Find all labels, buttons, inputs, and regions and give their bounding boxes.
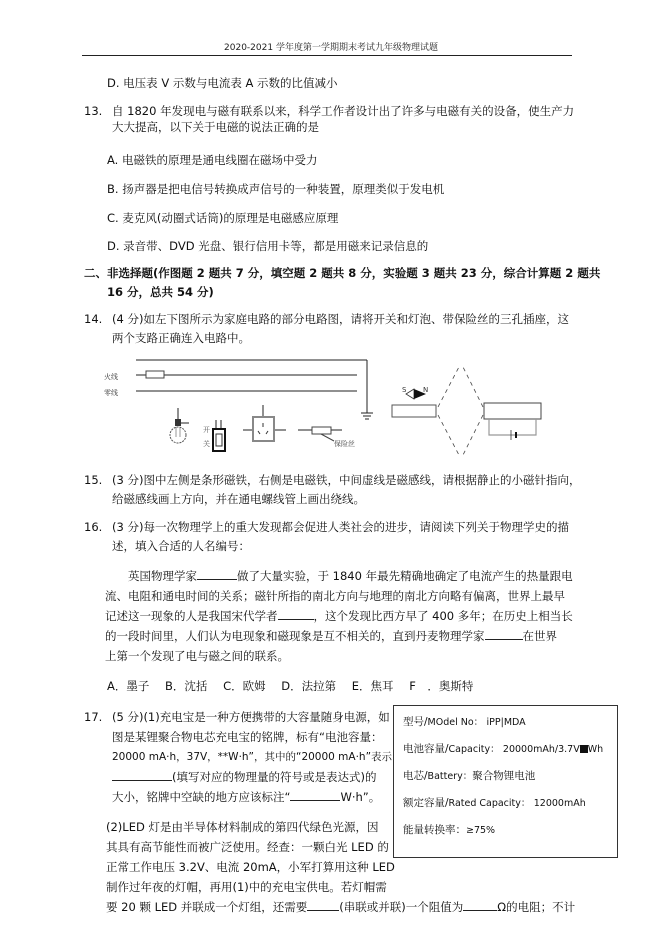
spec-value: iPP|MDA [486, 717, 526, 728]
paragraph-line: 流、电阻和通电时间的关系；磁针所指的南北方向与地理的南北方向略有偏离，世界上最早 [105, 589, 565, 603]
spec-value: 聚合物锂电池 [472, 770, 536, 782]
text-segment: 做了大量实验，于 1840 年最先精确地确定了电流产生的热量跟电 [237, 569, 573, 583]
answer-blank-3[interactable] [485, 628, 523, 640]
q16-paragraph [105, 566, 573, 666]
paragraph-line: 上第一个发现了电与磁之间的联系。 [105, 649, 289, 663]
switch-label: 开 [203, 426, 210, 434]
question-text-line: 述，填入合适的人名编号： [112, 539, 250, 553]
answer-blank-2[interactable] [278, 608, 314, 620]
question-number: 13. [84, 104, 103, 118]
page-header-title: 2020-2021 学年度第一学期期末考试九年级物理试题 [224, 43, 438, 53]
question-text-line: (2)LED 灯是由半导体材料制成的第四代绿色光源，因 [106, 820, 379, 834]
question-text-line: 给磁感线画上方向，并在通电螺线管上画出绕线。 [112, 492, 365, 506]
text-segment: (填写对应的物理量的符号或是表达式)的 [172, 770, 377, 784]
q13-option-b [107, 181, 444, 197]
name-option-c: C．欧姆 [223, 679, 266, 693]
name-option-a: A．墨子 [107, 679, 150, 693]
battery-circuit [489, 419, 536, 440]
option-label: B. [107, 182, 119, 196]
household-circuit-diagram [90, 355, 390, 455]
question-number: 14. [84, 312, 103, 326]
text-segment: 英国物理学家 [128, 569, 197, 583]
section-heading-line: 16 分，总共 54 分) [107, 285, 214, 299]
option-label: D. [107, 76, 120, 90]
magnetic-field-diagram [390, 355, 590, 465]
question-text-line: 自 1820 年发现电与磁有联系以来，科学工作者设计出了许多与电磁有关的设备，使生产力 [112, 104, 575, 118]
question-number: 17. [84, 710, 103, 724]
spec-value: 20000mAh/3.7V [502, 744, 580, 755]
question-16 [84, 518, 569, 556]
compass-north-label: N [423, 386, 429, 394]
spec-value: ≥75% [466, 825, 496, 836]
name-option-f: F ．奥斯特 [409, 679, 474, 693]
answer-blank-resistance[interactable] [463, 899, 497, 911]
option-text: 电磁铁的原理是通电线圈在磁场中受力 [121, 153, 318, 167]
spec-label-en: Rated Capacity： [448, 798, 531, 809]
spec-label: 额定容量/ [403, 797, 449, 809]
answer-blank-quantity[interactable] [112, 769, 172, 781]
option-text: 扬声器是把电信号转换成声信号的一种装置，原理类似于发电机 [122, 182, 445, 196]
spec-label: 型号/ [403, 716, 428, 728]
spec-model [403, 715, 608, 730]
question-text-line: (3 分)图中左侧是条形磁铁，右侧是电磁铁，中间虚线是磁感线，请根据静止的小磁针指向， [112, 473, 581, 487]
answer-blank-connection[interactable] [307, 899, 339, 911]
option-text: 录音带、DVD 光盘、银行信用卡等，都是用磁来记录信息的 [123, 239, 429, 253]
bar-magnet [392, 405, 436, 417]
question-text-line: 制作过年夜的灯帽，再用(1)中的充电宝供电。若灯帽需 [106, 880, 387, 894]
question-text-line: 20000 mA·h，37V，**W·h”，其中的“20000 mA·h”表示 [112, 751, 393, 763]
ground-symbol-icon [361, 413, 373, 419]
text-segment: 记述这一现象的人是我国宋代学者 [105, 609, 278, 623]
spec-rated-capacity [403, 796, 608, 811]
q13-option-c [107, 210, 338, 226]
paragraph-line [105, 626, 573, 646]
q13-option-d [107, 238, 428, 254]
text-segment: Ω的电阻；不计 [497, 900, 576, 914]
section-heading-line: 二、非选择题(作图题 2 题共 7 分，填空题 2 题共 8 分，实验题 3 题共 23 分，综合计算题 2 题共 [84, 266, 601, 280]
spec-value: 12000mAh [533, 798, 586, 809]
name-option-d: D．法拉第 [281, 679, 337, 693]
compass-south-label: S [402, 386, 407, 394]
question-number: 15. [84, 473, 103, 487]
text-segment: 的一段时间里，人们认为电现象和磁现象是互不相关的，直到丹麦物理学家 [105, 629, 485, 643]
question-14 [84, 310, 569, 348]
spec-battery [403, 769, 608, 784]
power-bank-nameplate [393, 705, 618, 858]
text-segment: ，这个发现比西方早了 400 多年；在历史上相当长 [313, 609, 573, 623]
option-text: 麦克风(动圈式话筒)的原理是电磁感应原理 [122, 211, 339, 225]
fuse-icon [298, 427, 342, 441]
question-text-line: (4 分)如左下图所示为家庭电路的部分电路图，请将开关和灯泡、带保险丝的三孔插座，这 [112, 312, 569, 326]
text-segment: (串联或并联)一个阻值为 [339, 900, 464, 914]
question-text-line: (5 分)(1)充电宝是一种方便携带的大容量随身电源，如 [112, 710, 390, 724]
text-segment: 大小，铭牌中空缺的地方应该标注“ [112, 790, 291, 804]
spec-value-unit: Wh [587, 744, 604, 755]
question-text-line: 其具有高节能性而被广泛使用。经查：一颗白光 LED 的 [106, 840, 389, 854]
option-label: A. [107, 153, 119, 167]
switch-icon [213, 420, 225, 451]
question-number: 16. [84, 520, 103, 534]
option-text: 电压表 V 示数与电流表 A 示数的比值减小 [123, 76, 338, 90]
text-segment: W·h”。 [340, 790, 381, 804]
paragraph-line [105, 606, 573, 626]
q12-option-d [107, 76, 338, 90]
spec-label-en: Capacity： [448, 744, 500, 755]
spec-label: 电芯/ [403, 770, 428, 782]
main-fuse [146, 371, 164, 378]
switch-label: 关 [203, 440, 210, 448]
spec-label: 电池容量/ [403, 743, 449, 755]
question-text-line: 正常工作电压 3.2V、电流 20mA，小军打算用这种 LED [106, 860, 395, 874]
question-text-line: 图是某锂聚合物电芯充电宝的铭牌，标有“电池容量： [112, 730, 383, 744]
question-text-line: 两个支路正确连入电路中。 [112, 331, 250, 345]
spec-label-en: MOdel No： [427, 717, 484, 728]
q16-name-options [107, 678, 485, 694]
light-bulb-icon [170, 408, 189, 443]
paragraph-line [105, 566, 573, 586]
spec-efficiency [403, 823, 608, 838]
section-2-heading [84, 264, 600, 302]
text-segment: 在世界 [522, 629, 557, 643]
question-text-line [84, 897, 575, 917]
text-segment: 要 20 颗 LED 并联成一个灯组，还需要 [106, 900, 308, 914]
live-wire-label: 火线 [104, 373, 118, 381]
field-lines [438, 365, 483, 457]
neutral-wire-label: 零线 [104, 389, 118, 397]
name-option-b: B．沈括 [165, 679, 208, 693]
question-15 [84, 471, 580, 509]
question-13 [84, 102, 574, 137]
answer-blank-wh[interactable] [290, 789, 340, 801]
question-text-line: 大大提高，以下关于电磁的说法正确的是 [112, 120, 319, 134]
spec-capacity [403, 742, 608, 757]
option-label: C. [107, 211, 119, 225]
option-label: D. [107, 239, 120, 253]
electromagnet-solenoid [484, 403, 541, 419]
question-text-line: (3 分)每一次物理学上的重大发现都会促进人类社会的进步，请阅读下列关于物理学史的描 [112, 520, 569, 534]
three-hole-socket-icon [243, 405, 286, 441]
spec-label: 能量转换率： [403, 824, 466, 836]
q13-option-a [107, 152, 317, 168]
spec-label-en: Battery： [427, 771, 473, 782]
redacted-value-block [580, 745, 588, 753]
name-option-e: E．焦耳 [351, 679, 394, 693]
answer-blank-1[interactable] [197, 568, 237, 580]
fuse-label: 保险丝 [334, 440, 355, 448]
header-divider [82, 55, 572, 56]
